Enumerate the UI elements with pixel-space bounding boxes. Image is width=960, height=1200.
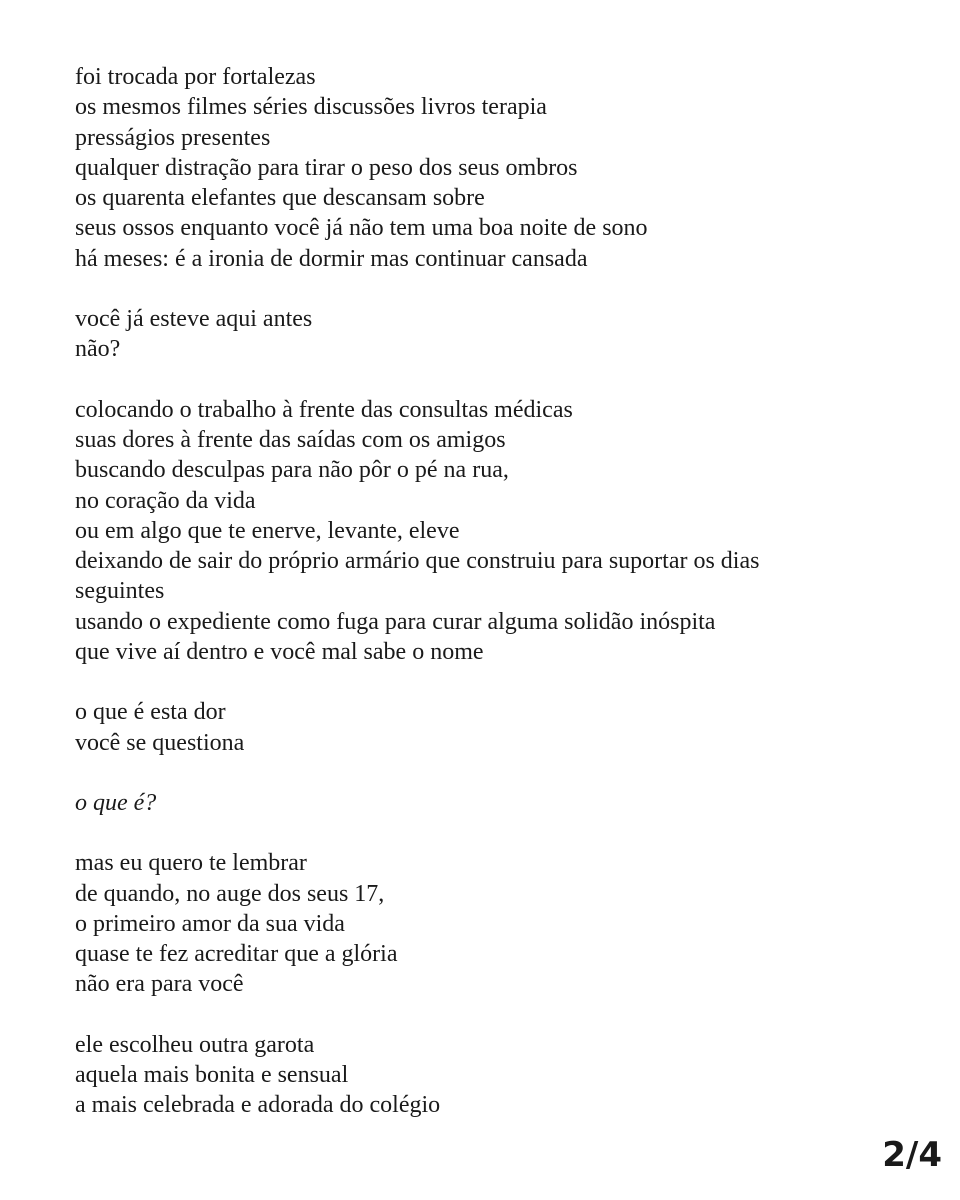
poem-line: no coração da vida (75, 487, 256, 514)
stanza (75, 788, 935, 818)
poem-line: presságios presentes (75, 124, 271, 151)
stanza (75, 697, 935, 758)
poem-line: há meses: é a ironia de dormir mas continuar cansada (75, 245, 588, 272)
poem-line: não era para você (75, 971, 244, 998)
page-number: 2/4 (882, 1135, 942, 1175)
poem-line: ou em algo que te enerve, levante, eleve (75, 517, 460, 544)
poem-line: você se questiona (75, 729, 245, 756)
poem-line: o que é esta dor (75, 699, 226, 726)
poem-line: o primeiro amor da sua vida (75, 910, 345, 937)
poem-line: quase te fez acreditar que a glória (75, 941, 398, 968)
stanza (75, 62, 935, 274)
poem-line: a mais celebrada e adorada do colégio (75, 1092, 441, 1119)
poem-line: suas dores à frente das saídas com os amigos (75, 426, 506, 453)
poem-line: colocando o trabalho à frente das consultas médicas (75, 396, 573, 423)
poem-line: deixando de sair do próprio armário que construiu para suportar os dias (75, 548, 760, 575)
stanza (75, 395, 935, 668)
stanza (75, 848, 935, 999)
poem-line: seus ossos enquanto você já não tem uma boa noite de sono (75, 215, 648, 242)
poem-line: usando o expediente como fuga para curar alguma solidão inóspita (75, 608, 716, 635)
poem-line: qualquer distração para tirar o peso dos seus ombros (75, 154, 578, 181)
poem-body (75, 62, 935, 1151)
poem-line: os mesmos filmes séries discussões livros terapia (75, 94, 547, 121)
poem-line: ele escolheu outra garota (75, 1031, 315, 1058)
poem-line: os quarenta elefantes que descansam sobre (75, 185, 485, 212)
poem-line: não? (75, 336, 121, 363)
poem-line: seguintes (75, 578, 165, 605)
poem-line: que vive aí dentro e você mal sabe o nome (75, 639, 484, 666)
stanza (75, 304, 935, 365)
poem-line: o que é? (75, 789, 157, 816)
poem-line: você já esteve aqui antes (75, 306, 313, 333)
poem-line: aquela mais bonita e sensual (75, 1062, 349, 1089)
poem-line: buscando desculpas para não pôr o pé na rua, (75, 457, 509, 484)
stanza (75, 1030, 935, 1121)
poem-line: foi trocada por fortalezas (75, 64, 316, 90)
poem-line: de quando, no auge dos seus 17, (75, 880, 385, 907)
poem-line: mas eu quero te lembrar (75, 850, 307, 877)
